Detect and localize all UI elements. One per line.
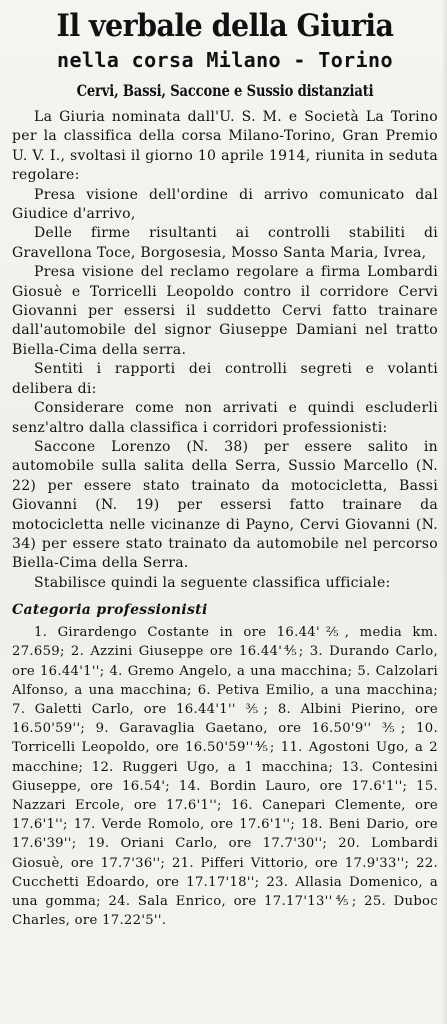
paragraph-excluded-riders: Saccone Lorenzo (N. 38) per essere salito in automobile sulla salita della Serra, Sussio Marcello (N. 22) per essere stato trainato da motocicletta, Bassi Giovanni (N. 19) per essersi fatto trainare da motocicletta nelle vicinanze di Payno, Cervi Giovanni (N. 34) per essere stato trainato da automobile nel percorso Biella-Cima della Serra.	[12, 438, 438, 572]
paragraph-control-reports: Sentiti i rapporti dei controlli segreti e volanti delibera di:	[12, 361, 438, 397]
article-headline: Cervi, Bassi, Saccone e Sussio distanziati	[76, 81, 374, 100]
paragraph-exclusion-decision: Considerare come non arrivati e quindi escluderli senz'altro dalla classifica i corridori professionisti:	[12, 400, 438, 436]
paragraph-arrival-order: Presa visione dell'ordine di arrivo comunicato dal Giudice d'arrivo,	[12, 186, 438, 223]
article-title: Il verbale della Giuria	[56, 8, 394, 44]
paragraph-official-classification: Stabilisce quindi la seguente classifica ufficiale:	[34, 574, 391, 591]
article-subtitle: nella corsa Milano - Torino	[57, 48, 393, 72]
paragraph-control-signatures: Delle firme risultanti ai controlli stabiliti di Gravellona Toce, Borgosesia, Mosso Santa Maria, Ivrea,	[12, 225, 438, 261]
paragraph-complaint: Presa visione del reclamo regolare a firma Lombardi Giosuè e Torricelli Leopoldo contro il corridore Cervi Giovanni per essersi il suddetto Cervi fatto trainare dall'automobile del signor Giuseppe Damiani nel tratto Biella-Cima della serra.	[12, 264, 438, 358]
paragraph-jury-introduction: La Giuria nominata dall'U. S. M. e Società La Torino per la classifica della corsa Milano-Torino, Gran Premio U. V. I., svoltasi il giorno 10 aprile 1914, riunita in seduta regolare:	[12, 109, 438, 184]
category-heading: Categoria professionisti	[12, 602, 208, 619]
article-body	[12, 108, 438, 930]
results-list: 1. Girardengo Costante in ore 16.44'⅖, media km. 27.659; 2. Azzini Giuseppe ore 16.44'⅘; 3. Durando Carlo, ore 16.44'1''; 4. Gremo Angelo, a una macchina; 5. Calzolari Alfonso, a una macchina; 6. Petiva Emilio, a una macchina; 7. Galetti Carlo, ore 16.44'1'' ⅗; 8. Albini Pierino, ore 16.50'59''; 9. Garavaglia Gaetano, ore 16.50'9'' ⅗; 10. Torricelli Leopoldo, ore 16.50'59''⅘; 11. Agostoni Ugo, a 2 macchine; 12. Ruggeri Ugo, a 1 macchina; 13. Contesini Giuseppe, ore 16.54'; 14. Bordin Lauro, ore 17.6'1''; 15. Nazzari Ercole, ore 17.6'1''; 16. Canepari Clemente, ore 17.6'1''; 17. Verde Romolo, ore 17.6'1''; 18. Beni Dario, ore 17.6'39''; 19. Oriani Carlo, ore 17.7'30''; 20. Lombardi Giosuè, ore 17.7'36''; 21. Pifferi Vittorio, ore 17.9'33''; 22. Cucchetti Edoardo, ore 17.17'18''; 23. Allasia Domenico, a una gomma; 24. Sala Enrico, ore 17.17'13''⅘; 25. Duboc Charles, ore 17.22'5''.	[12, 625, 438, 929]
